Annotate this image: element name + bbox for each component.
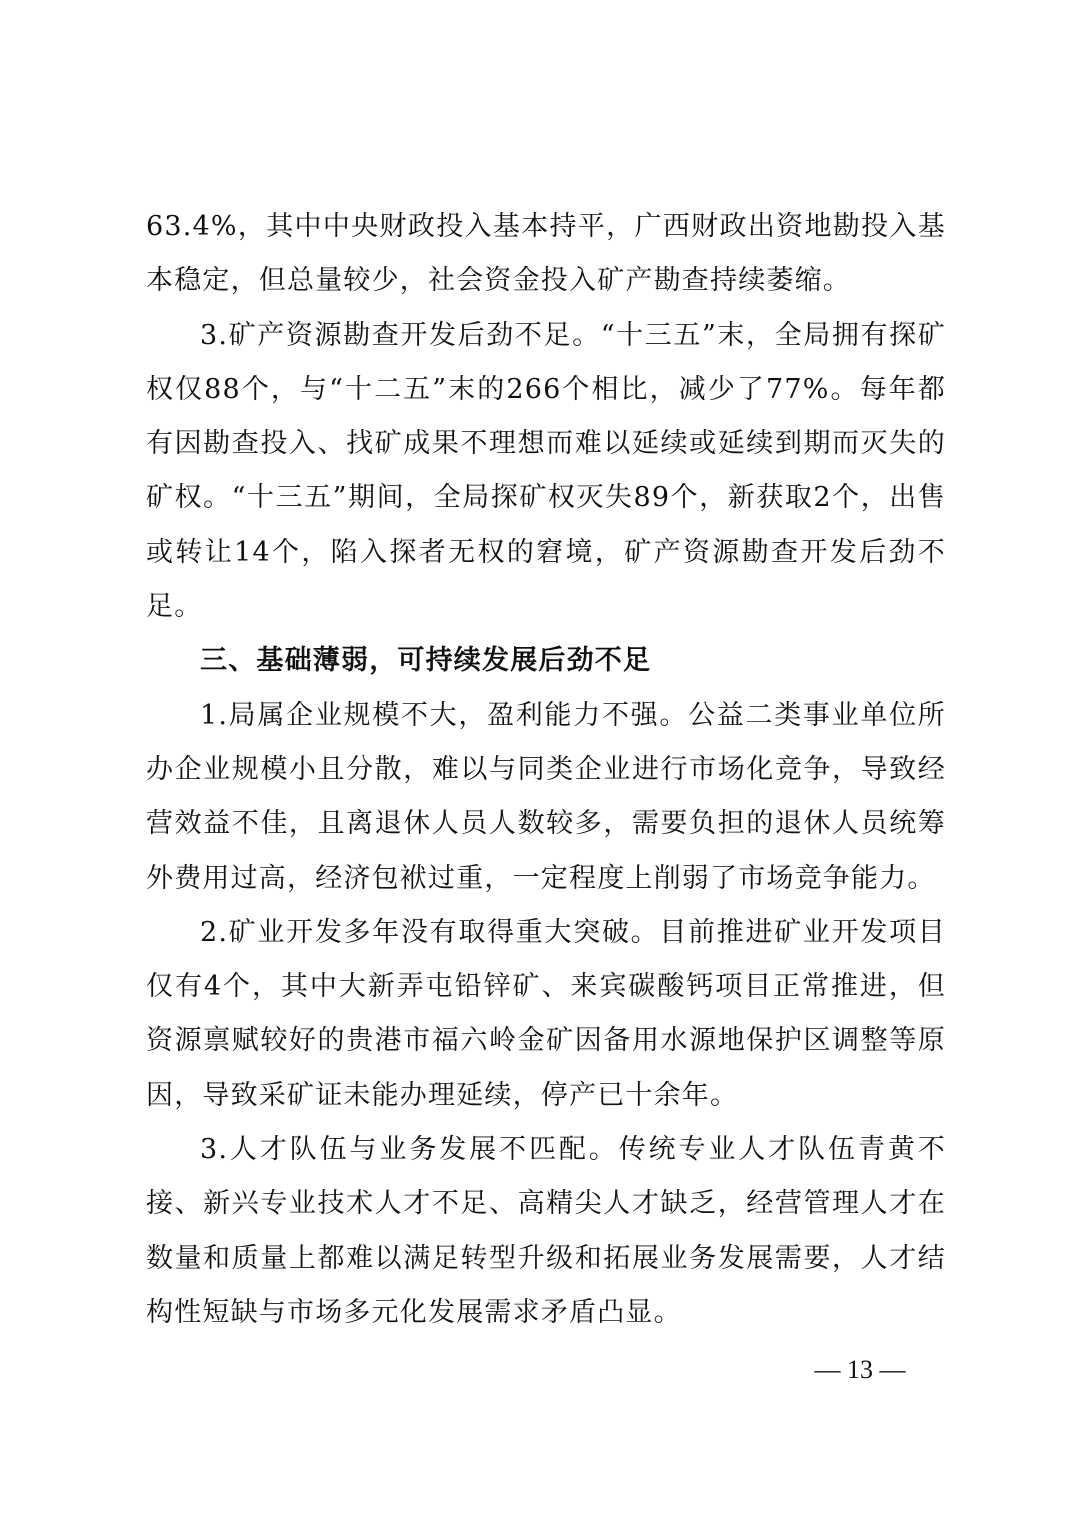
paragraph-exploration-rights: 3.矿产资源勘查开发后劲不足。“十三五”末，全局拥有探矿权仅88个，与“十二五”末的266个相比，减少了77%。每年都有因勘查投入、找矿成果不理想而难以延续或延续到期而灭失的矿权。“十三五”期间，全局探矿权灭失89个，新获取2个，出售或转让14个，陷入探者无权的窘境，矿产资源勘查开发后劲不足。 — [146, 319, 946, 623]
document-body — [146, 200, 946, 1340]
paragraph-mining-development: 2.矿业开发多年没有取得重大突破。目前推进矿业开发项目仅有4个，其中大新弄屯铅锌矿、来宾碳酸钙项目正常推进，但资源禀赋较好的贵港市福六岭金矿因备用水源地保护区调整等原因，导致采矿证未能办理延续，停产已十余年。 — [146, 916, 946, 1111]
paragraph-funding-continued: 63.4%，其中中央财政投入基本持平，广西财政出资地勘投入基本稳定，但总量较少，社会资金投入矿产勘查持续萎缩。 — [146, 211, 946, 297]
page-number: — 13 — — [814, 1355, 906, 1384]
paragraph-enterprise-scale: 1.局属企业规模不大，盈利能力不强。公益二类事业单位所办企业规模小且分散，难以与同类企业进行市场化竞争，导致经营效益不佳，且离退休人员人数较多，需要负担的退休人员统筹外费用过高，经济包袱过重，一定程度上削弱了市场竞争能力。 — [146, 699, 946, 894]
paragraph-talent-team: 3.人才队伍与业务发展不匹配。传统专业人才队伍青黄不接、新兴专业技术人才不足、高精尖人才缺乏，经营管理人才在数量和质量上都难以满足转型升级和拓展业务发展需要，人才结构性短缺与市场多元化发展需求矛盾凸显。 — [146, 1134, 946, 1328]
section-heading: 三、基础薄弱，可持续发展后劲不足 — [200, 645, 652, 677]
